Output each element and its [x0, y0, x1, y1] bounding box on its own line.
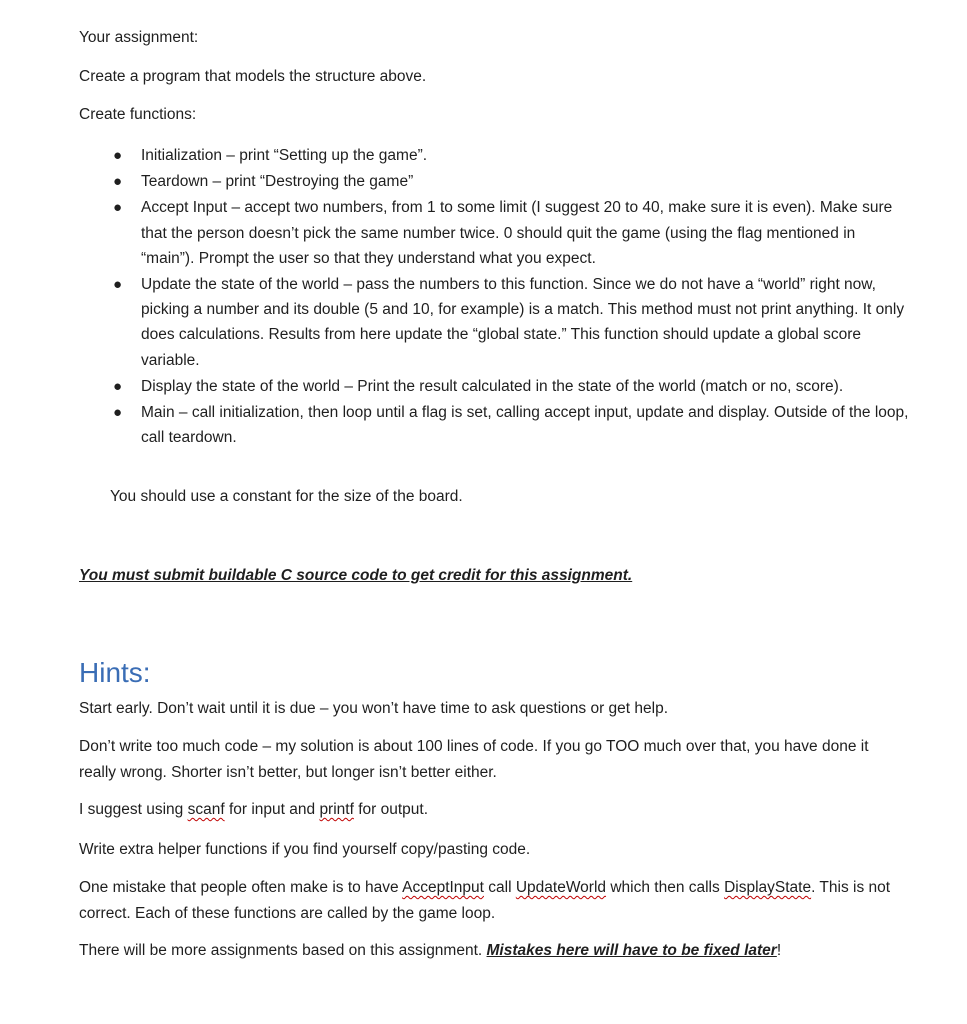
list-item [110, 169, 910, 194]
hint-emphasis: Mistakes here will have to be fixed later [486, 942, 777, 959]
list-item [110, 143, 910, 168]
hint-io-text: for input and [224, 801, 320, 818]
function-display-state: Display the state of the world – Print the result calculated in the state of the world (match or no, score). [141, 377, 844, 395]
hint-helpers: Write extra helper functions if you find yourself copy/pasting code. [79, 841, 531, 858]
accept-input-word: AcceptInput [402, 879, 484, 896]
functions-list [110, 143, 910, 451]
list-item [110, 374, 910, 399]
function-teardown: Teardown – print “Destroying the game” [141, 173, 414, 191]
update-world-word: UpdateWorld [515, 879, 607, 896]
hint-io-text: I suggest using [79, 801, 188, 818]
list-item [110, 400, 910, 450]
list-item [110, 272, 910, 373]
scanf-word: scanf [187, 801, 225, 818]
hint-more-text: ! [776, 942, 782, 959]
hint-io [79, 797, 899, 823]
hint-code-length: Don’t write too much code – my solution is about 100 lines of code. If you go TOO much over that, you have done it really wrong. Shorter isn’t better, but longer isn’t better either. [79, 738, 869, 781]
bullet-icon: ● [113, 377, 123, 395]
assignment-intro: Create a program that models the structure above. [79, 68, 427, 85]
function-main: Main – call initialization, then loop until a flag is set, calling accept input, update and display. Outside of the loop, call teardown. [141, 404, 909, 447]
hint-mistake-text: which then calls [606, 879, 725, 896]
function-accept-input: Accept Input – accept two numbers, from 1 to some limit (I suggest 20 to 40, make sure it is even). Make sure that the person doesn’t pick the same number twice. 0 should quit the game (using the flag mentioned in “main”). Prompt the user so that they understand what you expect. [141, 199, 893, 267]
hint-more-assignments [79, 938, 899, 964]
function-initialization: Initialization – print “Setting up the game”. [141, 147, 428, 164]
function-update-state: Update the state of the world – pass the numbers to this function. Since we do not have a “world” right now, picking a number and its double (5 and 10, for example) is a match. This method must not print anything. It only does calculations. Results from here update the “global state.” This function should update a global score variable. [141, 276, 905, 369]
hint-more-text: There will be more assignments based on this assignment. [79, 942, 487, 959]
bullet-icon: ● [113, 173, 123, 191]
bullet-icon: ● [113, 199, 123, 217]
hints-heading: Hints: [79, 657, 151, 688]
display-state-word: DisplayState [724, 879, 812, 896]
hint-mistake-text: One mistake that people often make is to have [79, 879, 403, 896]
hint-mistake-text: . This is not correct. Each of these functions are called by the game loop. [79, 879, 891, 922]
list-item [110, 195, 910, 271]
hint-io-text: for output. [353, 801, 429, 818]
submission-requirement: You must submit buildable C source code to get credit for this assignment. [79, 567, 633, 584]
bullet-icon: ● [113, 404, 123, 422]
constant-note: You should use a constant for the size of the board. [110, 488, 463, 505]
functions-heading: Create functions: [79, 106, 197, 123]
assignment-heading: Your assignment: [79, 29, 199, 46]
bullet-icon: ● [113, 147, 123, 164]
hint-start-early: Start early. Don’t wait until it is due – you won’t have time to ask questions or get help. [79, 700, 669, 717]
printf-word: printf [319, 801, 354, 818]
bullet-icon: ● [113, 276, 123, 294]
hint-mistake [79, 875, 899, 927]
hint-mistake-text: call [483, 879, 516, 896]
